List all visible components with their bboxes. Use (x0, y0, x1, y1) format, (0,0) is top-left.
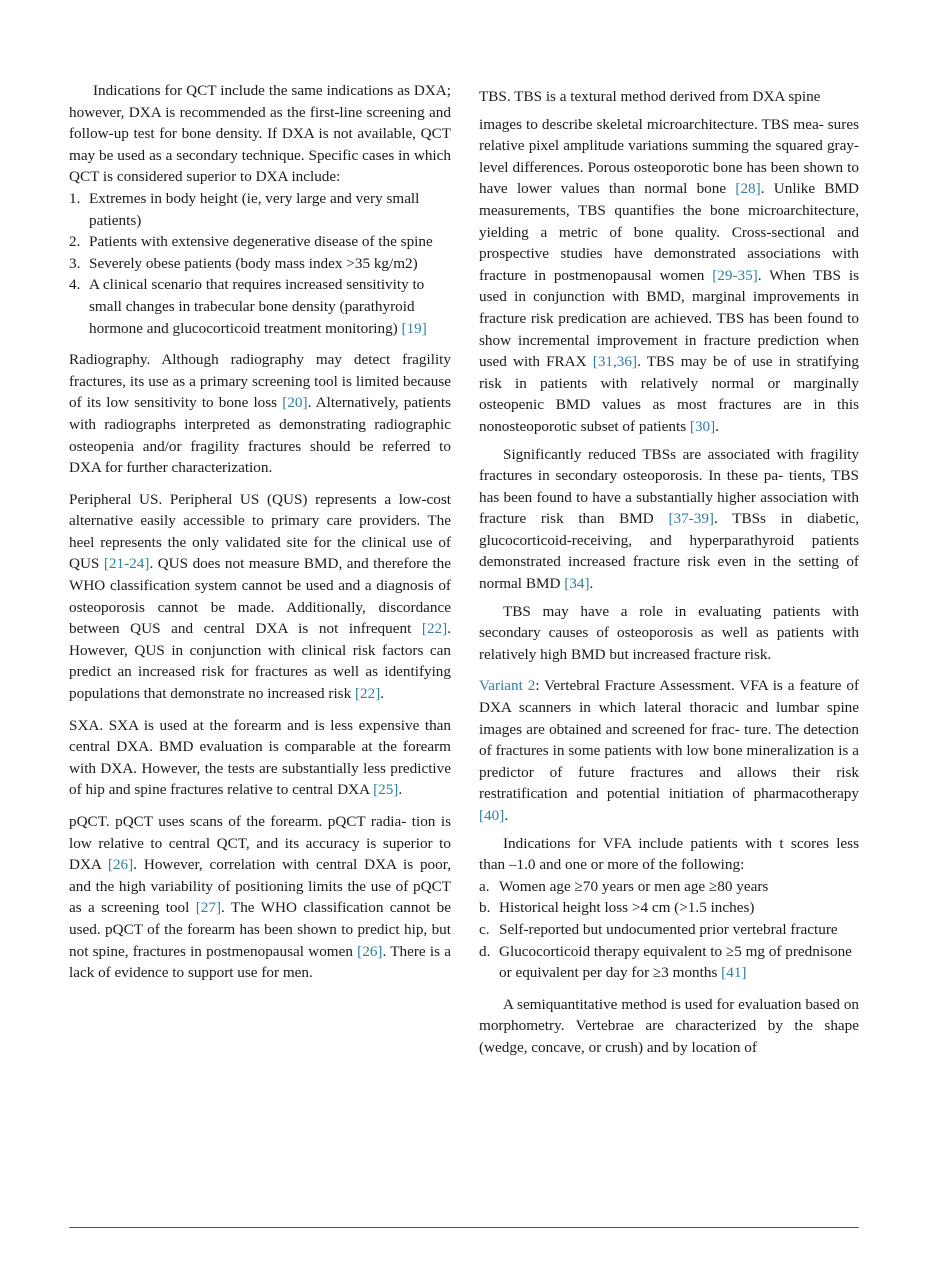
vfa-indications-list (479, 876, 859, 984)
qct-paragraph: Indications for QCT include the same indications as DXA; however, DXA is recommended as the first-line screening and follow-up test for bone density. If DXA is not available, QCT may be used as a secondary technique. Specific cases in which QCT is considered superior to DXA include: (69, 82, 451, 186)
citation-link[interactable]: [34] (564, 575, 590, 593)
citation-link[interactable]: [26] (107, 856, 134, 874)
citation-link[interactable]: [21-24] (103, 555, 150, 573)
list-item: b. Historical height loss >4 cm (>1.5 inches) (479, 899, 755, 917)
citation-link[interactable]: [19] (401, 319, 427, 337)
peripheral-us-paragraph: Peripheral US. Peripheral US (QUS) represents a low-cost alternative easily accessible to primary care providers. The heel represents the only validated site for the clinical use of QUS [21-24]. QUS does not measure BMD, and therefore the WHO classification system cannot be used and a diagnosis of osteoporosis cannot be made. Additionally, discordance between QUS and central DXA is not infrequent [22]. However, QUS in conjunction with clinical risk factors can predict an increased risk for fractures as well as identifying populations that demonstrate no increased risk [22]. (69, 490, 451, 703)
citation-link[interactable]: [29-35] (712, 266, 758, 284)
tbs-paragraph: images to describe skeletal microarchitecture. TBS mea- sures relative pixel amplitude variations summing the squared gray-level differences. Porous osteoporotic bone has been shown to have lower values than normal bone [28]. Unlike BMD measurements, TBS quantifies the bone microarchitecture, yielding a metric of bone quality. Cross-sectional and prospective studies have demonstrated associations with fracture in postmenopausal women [29-35]. When TBS is used in conjunction with BMD, marginal improvements in fracture risk predication are achieved. TBS has been found to show incremental improvement in fracture prediction when used with FRAX [31,36]. TBS may be of use in stratifying risk in patients with relatively normal or marginally osteopenic BMD values as most fractures are in this nonosteoporotic subset of patients [30]. (479, 115, 859, 435)
list-item: 3. Severely obese patients (body mass index >35 kg/m2) (69, 254, 418, 272)
citation-link[interactable]: [22] (354, 685, 381, 703)
citation-link[interactable]: [26] (357, 942, 383, 960)
citation-link[interactable]: [40] (479, 807, 505, 824)
citation-link[interactable]: [31,36] (592, 353, 638, 371)
tbs-secondary-paragraph: Significantly reduced TBSs are associated with fragility fractures in secondary osteoporosis. In these pa- tients, TBS has been found to have a substantially higher association with fracture risk than BMD [37-39]. TBSs in diabetic, glucocorticoid-receiving, and hyperparathyroid patients demonstrated increased fracture risk even in the setting of normal BMD [34]. (479, 445, 859, 593)
left-column (69, 80, 451, 984)
citation-link[interactable]: [41] (721, 964, 747, 982)
list-item: 4. A clinical scenario that requires increased sensitivity to small changes in trabecular bone density (parathyroid hormone and glucocorticoid treatment monitoring) [19] (69, 276, 427, 337)
list-item: a. Women age ≥70 years or men age ≥80 years (479, 877, 769, 895)
footer-rule (69, 1227, 859, 1228)
list-item: 2. Patients with extensive degenerative disease of the spine (69, 233, 433, 251)
citation-link[interactable]: [20] (282, 394, 308, 412)
citation-link[interactable]: [27] (195, 899, 222, 917)
list-item: d. Glucocorticoid therapy equivalent to ≥5 mg of prednisone or equivalent per day for ≥3 months [41] (479, 942, 852, 982)
list-item: c. Self-reported but undocumented prior vertebral fracture (479, 920, 838, 938)
citation-link[interactable]: [30] (689, 417, 716, 435)
citation-link[interactable]: [22] (421, 620, 448, 638)
tbs-heading: TBS. TBS is a textural method derived from DXA spine (479, 88, 821, 105)
sxa-paragraph: SXA. SXA is used at the forearm and is less expensive than central DXA. BMD evaluation is comparable at the forearm with DXA. However, the tests are substantially less predictive of hip and spine fractures relative to central DXA [25]. (69, 716, 451, 799)
radiography-paragraph: Radiography. Although radiography may detect fragility fractures, its use as a primary screening tool is limited because of its low sensitivity to bone loss [20]. Alternatively, patients with radiographs interpreted as demonstrating radiographic osteopenia and/or fragility fractures should be referred to DXA for further characterization. (69, 351, 451, 477)
list-item: 1. Extremes in body height (ie, very large and very small patients) (69, 189, 420, 229)
variant2-paragraph: Variant 2: Vertebral Fracture Assessment. VFA is a feature of DXA scanners in which lateral thoracic and lumbar spine images are obtained and screened for frac- ture. The detection of fractures in some patients with low bone mineralization is a predictor of future fractures and allows their risk restratification and potential initiation of pharmacotherapy [40]. (479, 677, 860, 824)
citation-link[interactable]: [37-39] (668, 510, 714, 528)
qct-indications-list (69, 188, 451, 339)
citation-link[interactable]: [28] (735, 180, 761, 198)
right-column (479, 86, 859, 1059)
vfa-indications-paragraph: Indications for VFA include patients with t scores less than –1.0 and one or more of the following: (479, 834, 859, 874)
semiquantitative-paragraph: A semiquantitative method is used for evaluation based on morphometry. Vertebrae are characterized by the shape (wedge, concave, or crush) and by location of (479, 995, 859, 1056)
citation-link[interactable]: [25] (373, 781, 399, 799)
variant2-link[interactable]: Variant 2 (479, 677, 536, 695)
tbs-role-paragraph: TBS may have a role in evaluating patients with secondary causes of osteoporosis as well as patients with relatively high BMD but increased fracture risk. (479, 602, 859, 663)
pqct-paragraph: pQCT. pQCT uses scans of the forearm. pQCT radia- tion is low relative to central QCT, and its accuracy is superior to DXA [26]. However, correlation with central DXA is poor, and the high variability of positioning limits the use of pQCT as a screening tool [27]. The WHO classification cannot be used. pQCT of the forearm has been shown to predict hip, but not spine, fractures in postmenopausal women [26]. There is a lack of evidence to support use for men. (69, 813, 451, 982)
